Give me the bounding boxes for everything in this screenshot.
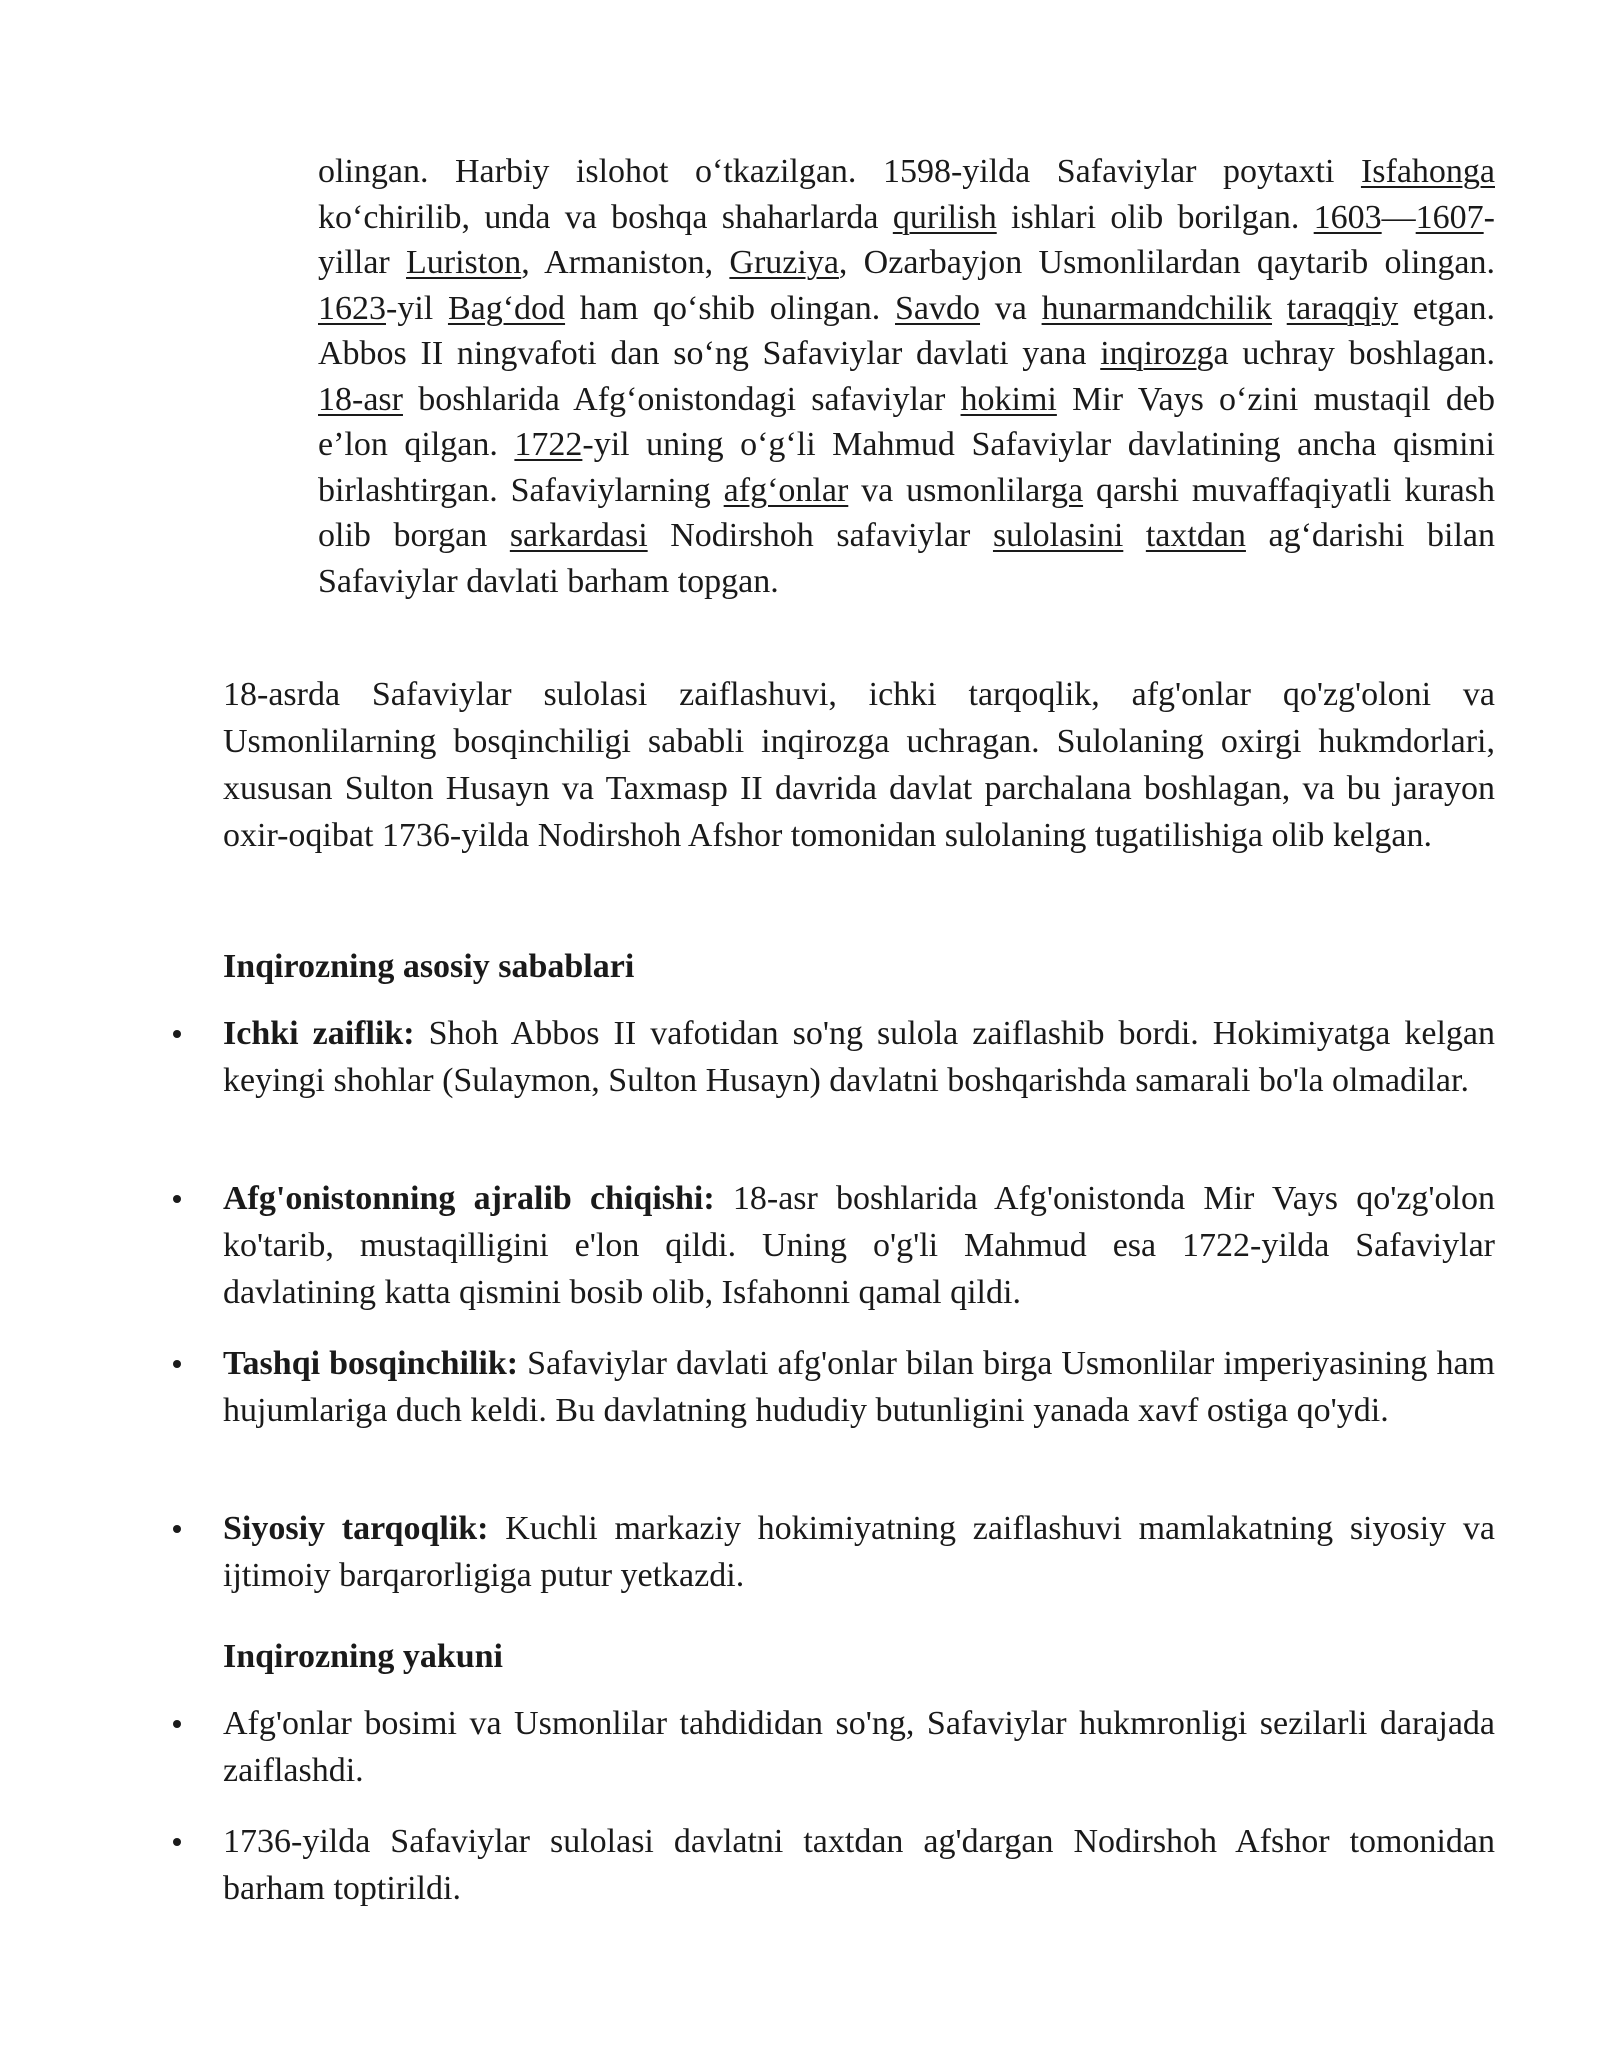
hyperlink[interactable]: hokimi [960, 380, 1057, 418]
hyperlink[interactable]: sulolasini [992, 517, 1124, 554]
hyperlink[interactable]: taxtdan [1145, 517, 1246, 554]
quote-text: , Ozarbayjon Usmonlilardan qaytarib olingan. [838, 244, 1495, 281]
item-text: Safaviylar davlati afg'onlar bilan birga Usmonlilar imperiyasining ham hujumlariga duch keldi. Bu davlatning hududiy butunligini yanada xavf ostiga qo'ydi. [223, 1345, 1496, 1429]
hyperlink[interactable]: ga [1050, 471, 1084, 509]
hyperlink[interactable]: Gruziya [729, 244, 839, 281]
quote-text: boshlarida Afg‘onistondagi safaviylar [402, 380, 961, 418]
hyperlink[interactable]: 1607 [1415, 198, 1484, 236]
hyperlink[interactable]: 1623 [318, 289, 386, 327]
quote-text: olingan. Harbiy islohot o‘tkazilgan. 1598-yilda Safaviylar poytaxti [318, 153, 1361, 190]
quote-text [1123, 517, 1146, 554]
body-paragraph: 18-asrda Safaviylar sulolasi zaiflashuvi, ichki tarqoqlik, afg'onlar qo'zg'oloni va Usmonlilarning bosqinchiligi sababli inqirozga uchragan. Sulolaning oxirgi hukmdorlari, xususan Sulton Husayn va Taxmasp II davrida davlat parchalana boshlagan, va bu jarayon oxir-oqibat 1736-yilda Nodirshoh Afshor tomonidan sulolaning tugatilishiga olib kelgan. [223, 676, 1495, 854]
quote-text: -yil [386, 289, 448, 327]
hyperlink[interactable]: Bag‘dod [447, 289, 566, 327]
hyperlink[interactable]: Savdo [895, 289, 981, 327]
quote-text: , Armaniston, [521, 244, 730, 281]
list-item [223, 1818, 1495, 1912]
quote-text: ag‘darishi bilan Safaviylar davlati barham topgan. [318, 517, 1495, 600]
quote-text: Mir Vays o‘zini mustaqil deb e’lon qilgan. [318, 380, 1496, 463]
quote-text: -yil uning o‘g‘li Mahmud Safaviylar davlatining ancha qismini birlashtirgan. Safaviylarning [318, 426, 1495, 509]
item-text: Shoh Abbos II vafotidan so'ng sulola zaiflashib bordi. Hokimiyatga kelgan keyingi shohlar (Sulaymon, Sulton Husayn) davlatni boshqarishda samarali bo'la olmadilar. [223, 1015, 1495, 1099]
hyperlink[interactable]: inqiroz [1100, 335, 1197, 372]
list-item [223, 1700, 1495, 1794]
list-item [223, 1175, 1495, 1316]
quote-text: -yillar [318, 198, 1495, 281]
list-item [223, 1010, 1495, 1104]
section-heading-causes: Inqirozning asosiy sabablari [223, 948, 635, 985]
hyperlink[interactable]: qurilish [892, 198, 997, 236]
quote-text: ham qo‘shib olingan. [565, 289, 896, 327]
quote-text [1272, 290, 1287, 327]
quote-text: ishlari olib borilgan. [996, 198, 1314, 236]
indented-quote-block [318, 149, 1495, 604]
quote-text: ga uchray boshlagan. [1196, 335, 1495, 372]
item-text: 18-asr boshlarida Afg'onistonda Mir Vays qo'zg'olon ko'tarib, mustaqilligini e'lon qildi. Uning o'g'li Mahmud esa 1722-yilda Safaviylar davlatining katta qismini bosib olib, Isfahonni qamal qildi. [223, 1180, 1495, 1311]
item-text: 1736-yilda Safaviylar sulolasi davlatni taxtdan ag'dargan Nodirshoh Afshor tomonidan barham toptirildi. [223, 1823, 1495, 1907]
hyperlink[interactable]: sarkardasi [509, 517, 648, 554]
quote-text: va usmonlilar [848, 471, 1051, 509]
item-text: Afg'onlar bosimi va Usmonlilar tahdididan so'ng, Safaviylar hukmronligi sezilarli darajada zaiflashdi. [223, 1705, 1495, 1789]
item-label: Tashqi bosqinchilik: [223, 1345, 519, 1382]
quote-text: Nodirshoh safaviylar [647, 517, 993, 554]
hyperlink[interactable]: 1603 [1313, 198, 1382, 236]
item-text: Kuchli markaziy hokimiyatning zaiflashuvi mamlakatning siyosiy va ijtimoiy barqarorligiga putur yetkazdi. [223, 1510, 1495, 1594]
quote-text: — [1381, 198, 1416, 236]
item-label: Afg'onistonning ajralib chiqishi: [223, 1180, 715, 1217]
quote-text: va [980, 289, 1042, 327]
quote-text: ko‘chirilib, unda va boshqa shaharlarda [318, 198, 893, 236]
item-label: Siyosiy tarqoqlik: [223, 1510, 489, 1547]
hyperlink[interactable]: 1722 [514, 426, 583, 463]
list-item [223, 1505, 1495, 1599]
hyperlink[interactable]: afg‘onlar [723, 471, 849, 509]
section-heading-outcome: Inqirozning yakuni [223, 1638, 504, 1675]
hyperlink[interactable]: 18-asr [318, 380, 403, 418]
hyperlink[interactable]: Luriston [406, 244, 522, 281]
quote-text: qarshi muvaffaqiyatli kurash olib borgan [318, 471, 1495, 554]
hyperlink[interactable]: Isfahonga [1360, 153, 1495, 190]
hyperlink[interactable]: hunarmandchilik [1041, 289, 1272, 327]
quote-text: etgan. Abbos II ningvafoti dan so‘ng Safaviylar davlati yana [318, 289, 1496, 372]
hyperlink[interactable]: taraqqiy [1286, 289, 1399, 327]
item-label: Ichki zaiflik: [223, 1015, 415, 1052]
list-item [223, 1340, 1495, 1434]
